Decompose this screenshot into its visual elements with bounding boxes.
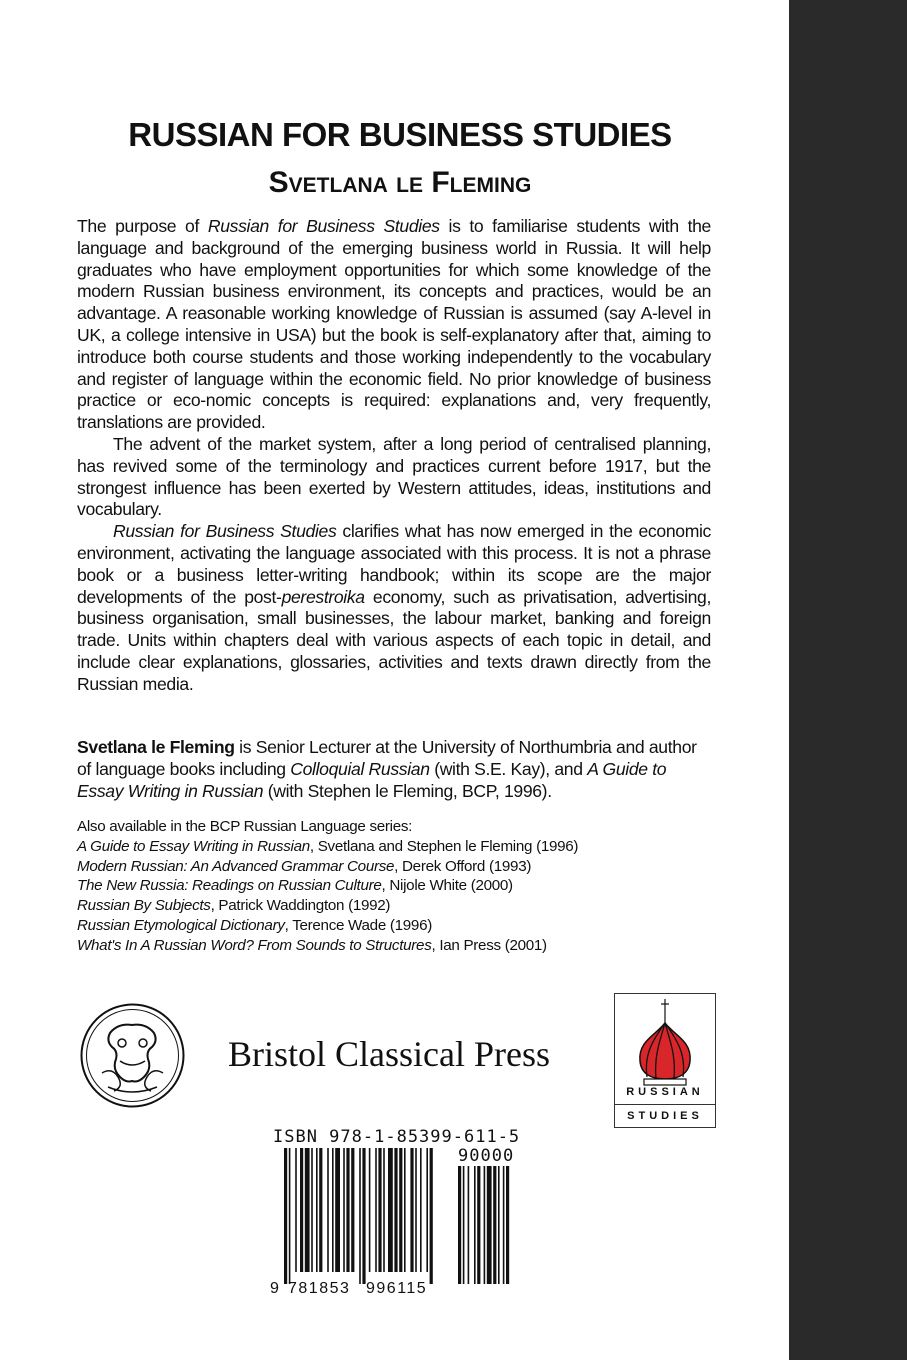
list-item: Russian Etymological Dictionary, Terence Wade (1996) xyxy=(77,916,432,934)
bio-author-name: Svetlana le Fleming xyxy=(77,737,235,757)
publisher-name: Bristol Classical Press xyxy=(228,1034,550,1074)
list-item: What's In A Russian Word? From Sounds to Structures, Ian Press (2001) xyxy=(77,936,547,954)
series-badge-line1: RUSSIAN xyxy=(626,1086,704,1098)
series-badge-line2: STUDIES xyxy=(627,1110,703,1122)
author-bio: Svetlana le Fleming is Senior Lecturer at the University of Northumbria and author of language books including Colloquial Russian (with S.E. Kay), and A Guide to Essay Writing in Russian (with Stephen le Fleming, BCP, 1996). xyxy=(77,737,697,801)
series-badge-divider xyxy=(614,1104,716,1105)
list-item: A Guide to Essay Writing in Russian, Svetlana and Stephen le Fleming (1996) xyxy=(77,837,579,855)
barcode-addon-number: 90000 xyxy=(458,1146,515,1166)
description-paragraph: Russian for Business Studies clarifies what has now emerged in the economic environment, activating the language associated with this process. It is not a phrase book or a business letter-writing handbook; within its scope are the major developments of the post-perestroika economy, such as privatisation, advertising, business organisation, small businesses, the labour market, banking and foreign trade. Units within chapters deal with various aspects of each topic in detail, and include clear explanations, glossaries, activities and texts drawn directly from the Russian media. xyxy=(77,521,711,694)
barcode-group1: 781853 xyxy=(288,1280,351,1297)
description-paragraph: The purpose of Russian for Business Studies is to familiarise students with the language and background of the emerging business world in Russia. It will help graduates who have employment opportunities for which some knowledge of the modern Russian business environment, its concepts and practices, would be an advantage. A reasonable working knowledge of Russian is assumed (say A-level in UK, a college intensive in USA) but the book is self-explanatory after that, aiming to introduce both course students and those working independently to the vocabulary and register of language within the economic field. No prior knowledge of business practice or eco-nomic concepts is required: explanations and, very frequently, translations are provided. xyxy=(77,216,711,433)
barcode-first-digit: 9 xyxy=(270,1280,279,1297)
book-author: Svetlana le Fleming xyxy=(268,166,532,199)
isbn-label: ISBN 978-1-85399-611-5 xyxy=(273,1127,521,1147)
list-item: Russian By Subjects, Patrick Waddington (1992) xyxy=(77,897,391,915)
spine-edge xyxy=(789,0,907,1360)
lion-seal-icon xyxy=(80,1003,185,1108)
list-item: The New Russia: Readings on Russian Culture, Nijole White (2000) xyxy=(77,877,513,895)
book-title: RUSSIAN FOR BUSINESS STUDIES xyxy=(128,116,672,153)
series-heading: Also available in the BCP Russian Language series: xyxy=(77,818,413,835)
barcode-group2: 996115 xyxy=(366,1280,428,1297)
description xyxy=(77,216,711,696)
description-paragraph: The advent of the market system, after a long period of centralised planning, has revived some of the terminology and practices current before 1917, but the strongest influence has been exerted by Western attitudes, ideas, institutions and vocabulary. xyxy=(77,433,711,520)
list-item: Modern Russian: An Advanced Grammar Course, Derek Offord (1993) xyxy=(77,857,532,875)
series-list xyxy=(77,817,717,956)
barcode-icon xyxy=(270,1148,540,1288)
